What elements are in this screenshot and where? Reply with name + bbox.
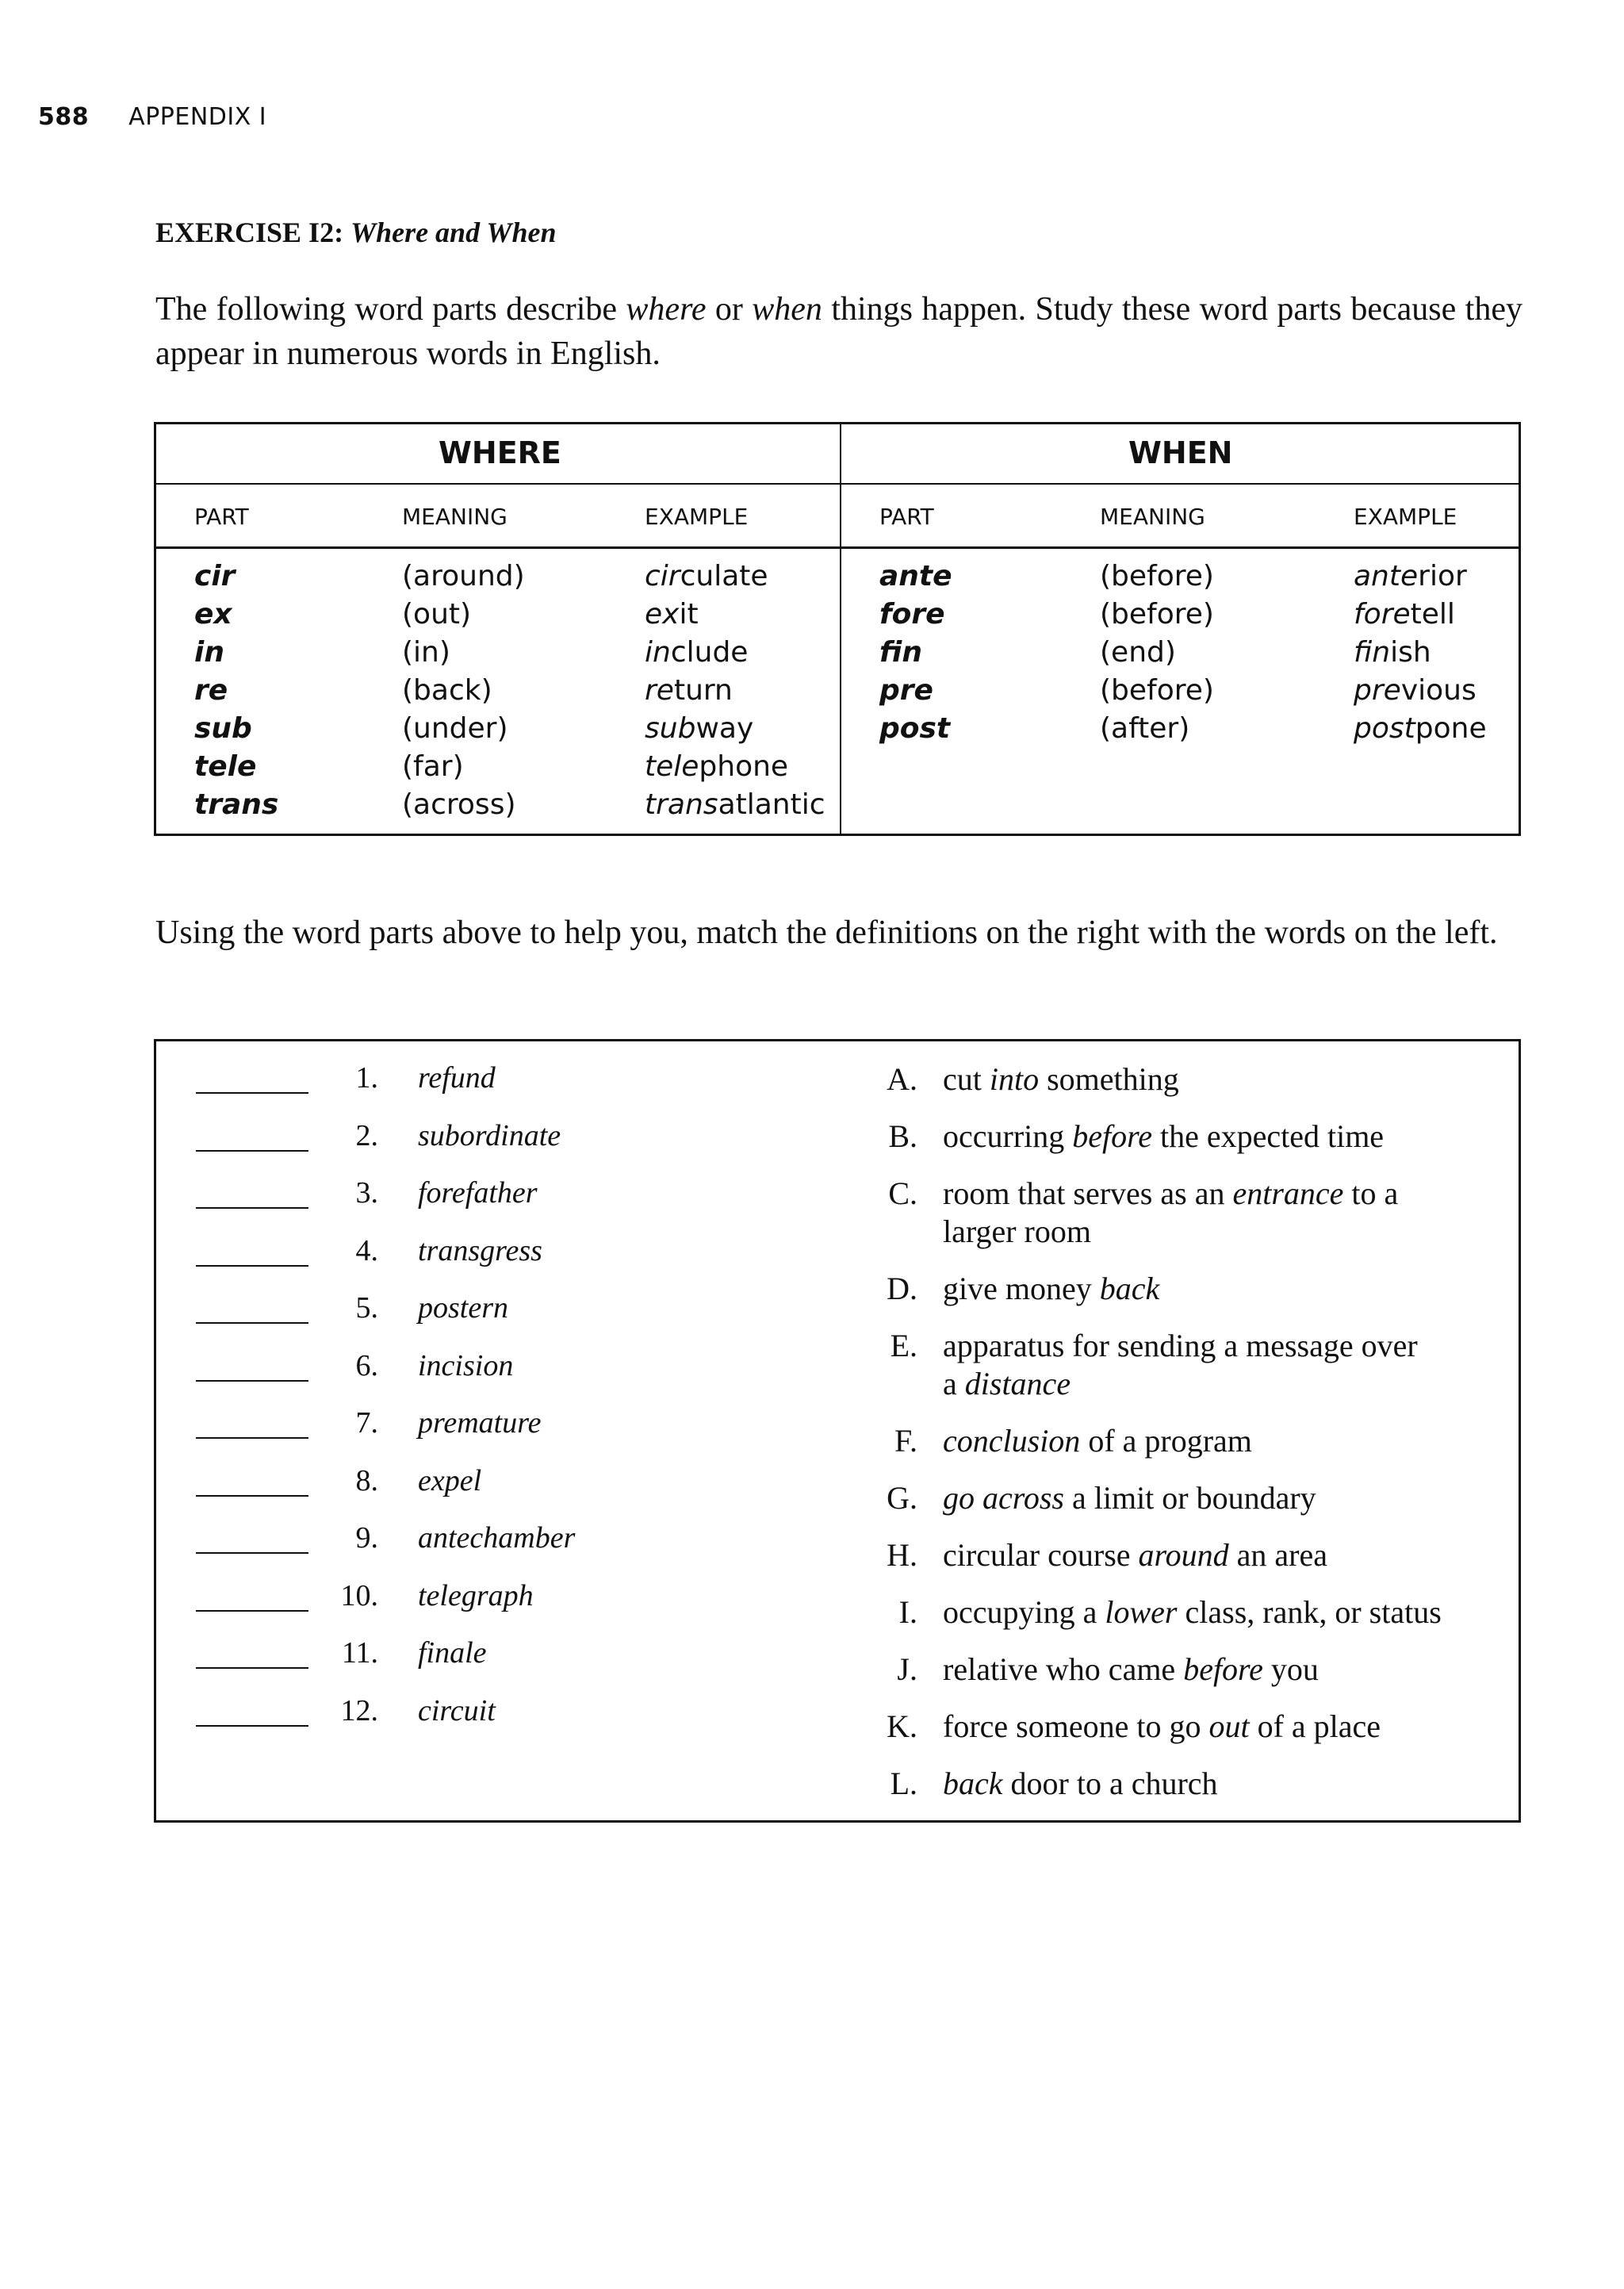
definition-letter: E. bbox=[890, 1328, 917, 1363]
where-meaning-cell: (across) bbox=[402, 788, 516, 821]
example-prefix: pre bbox=[1354, 674, 1401, 707]
definition-segment: cut bbox=[943, 1061, 990, 1097]
word-number: 10. bbox=[340, 1578, 378, 1612]
definition-segment: door to a church bbox=[1002, 1766, 1218, 1801]
definition-text bbox=[943, 1479, 1498, 1517]
definition-text bbox=[943, 1536, 1498, 1574]
definition-text bbox=[943, 1651, 1498, 1689]
example-prefix: cir bbox=[645, 560, 680, 592]
word-text: expel bbox=[418, 1463, 482, 1497]
example-prefix: in bbox=[645, 636, 671, 669]
word-number: 6. bbox=[355, 1348, 378, 1382]
definition-letter: C. bbox=[888, 1175, 917, 1211]
when-example-cell bbox=[1354, 672, 1487, 710]
when-meaning-cell: (before) bbox=[1100, 674, 1214, 707]
when-part-cell: pre bbox=[879, 674, 933, 707]
definition-item bbox=[870, 1536, 1504, 1574]
definition-letter: F. bbox=[894, 1423, 917, 1459]
definition-segment: of a place bbox=[1249, 1708, 1381, 1744]
word-item bbox=[156, 1118, 806, 1156]
definition-text bbox=[943, 1175, 1498, 1251]
answer-blank[interactable] bbox=[196, 1207, 308, 1209]
word-text: antechamber bbox=[418, 1521, 576, 1555]
when-part-header: PART bbox=[879, 504, 934, 530]
definition-text bbox=[943, 1060, 1498, 1098]
example-prefix: trans bbox=[645, 788, 718, 821]
word-item bbox=[156, 1233, 806, 1271]
definition-segment: room that serves as an bbox=[943, 1175, 1233, 1211]
definition-letter: L. bbox=[890, 1766, 917, 1801]
definition-text bbox=[943, 1270, 1498, 1308]
definition-segment: circular course bbox=[943, 1537, 1139, 1573]
definition-segment: a limit or boundary bbox=[1063, 1480, 1316, 1516]
word-item bbox=[156, 1463, 806, 1501]
definition-line bbox=[943, 1651, 1498, 1689]
definition-item bbox=[870, 1593, 1504, 1631]
word-text: telegraph bbox=[418, 1578, 534, 1612]
definition-item bbox=[870, 1327, 1504, 1401]
word-number: 8. bbox=[355, 1463, 378, 1497]
definition-text bbox=[943, 1327, 1498, 1403]
example-rest: pone bbox=[1415, 712, 1487, 745]
definition-segment: force someone to go bbox=[943, 1708, 1209, 1744]
where-part-cell: cir bbox=[194, 560, 236, 592]
example-rest: vious bbox=[1400, 674, 1477, 707]
definition-segment: back bbox=[943, 1766, 1003, 1801]
definition-text bbox=[943, 1708, 1498, 1746]
example-rest: it bbox=[679, 598, 699, 631]
where-part-column bbox=[194, 558, 278, 824]
definition-letter: H. bbox=[887, 1537, 917, 1573]
example-rest: rior bbox=[1418, 560, 1467, 592]
definition-segment: of a program bbox=[1080, 1423, 1252, 1459]
word-item bbox=[156, 1578, 806, 1616]
definition-segment: before bbox=[1072, 1118, 1152, 1154]
where-example-cell bbox=[645, 596, 825, 634]
example-prefix: tele bbox=[645, 750, 699, 783]
where-example-cell bbox=[645, 672, 825, 710]
where-meaning-header: MEANING bbox=[402, 504, 508, 530]
definition-letter: G. bbox=[887, 1480, 917, 1516]
definition-letter: K. bbox=[887, 1708, 917, 1744]
example-prefix: fin bbox=[1354, 636, 1391, 669]
definition-segment: apparatus for sending a message over bbox=[943, 1328, 1418, 1363]
intro-paragraph: The following word parts describe where or when things happen. Study these word parts because they appear in numerous words in English. bbox=[155, 291, 1522, 372]
when-meaning-column bbox=[1100, 558, 1214, 748]
where-meaning-cell: (far) bbox=[402, 750, 464, 783]
definition-line bbox=[943, 1118, 1498, 1156]
word-number: 5. bbox=[355, 1291, 378, 1325]
where-example-cell bbox=[645, 786, 825, 824]
definition-segment: out bbox=[1208, 1708, 1250, 1744]
word-text: postern bbox=[418, 1291, 508, 1325]
when-part-cell: post bbox=[879, 712, 951, 745]
word-item bbox=[156, 1060, 806, 1098]
where-part-cell: tele bbox=[194, 750, 257, 783]
definition-item bbox=[870, 1765, 1504, 1803]
answer-blank[interactable] bbox=[196, 1610, 308, 1612]
when-part-cell: fin bbox=[879, 636, 922, 669]
definition-segment: to a bbox=[1343, 1175, 1399, 1211]
where-heading: WHERE bbox=[439, 435, 561, 470]
example-rest: way bbox=[695, 712, 754, 745]
definition-item bbox=[870, 1708, 1504, 1746]
word-text: transgress bbox=[418, 1233, 542, 1267]
definition-segment: before bbox=[1183, 1651, 1263, 1687]
definition-item bbox=[870, 1651, 1504, 1689]
definition-text bbox=[943, 1422, 1498, 1460]
answer-blank[interactable] bbox=[196, 1150, 308, 1152]
when-part-column bbox=[879, 558, 952, 748]
definition-line bbox=[943, 1060, 1498, 1098]
definition-segment: class, rank, or status bbox=[1177, 1594, 1442, 1630]
word-item bbox=[156, 1635, 806, 1674]
definition-item bbox=[870, 1118, 1504, 1156]
where-example-cell bbox=[645, 634, 825, 672]
when-example-cell bbox=[1354, 634, 1487, 672]
definition-segment: around bbox=[1138, 1537, 1229, 1573]
definition-line bbox=[943, 1593, 1498, 1631]
answer-blank[interactable] bbox=[196, 1667, 308, 1669]
page-number: 588 bbox=[38, 103, 90, 131]
where-meaning-cell: (out) bbox=[402, 598, 472, 631]
word-text: forefather bbox=[418, 1176, 538, 1210]
definition-segment: back bbox=[1099, 1271, 1160, 1306]
exercise-title bbox=[155, 216, 556, 249]
definition-item bbox=[870, 1270, 1504, 1308]
example-rest: atlantic bbox=[718, 788, 825, 821]
definition-letter: B. bbox=[888, 1118, 917, 1154]
where-meaning-cell: (in) bbox=[402, 636, 450, 669]
definition-text bbox=[943, 1593, 1498, 1631]
word-item bbox=[156, 1348, 806, 1386]
definition-segment: conclusion bbox=[943, 1423, 1081, 1459]
answer-blank[interactable] bbox=[196, 1322, 308, 1324]
word-number: 4. bbox=[355, 1233, 378, 1267]
word-number: 3. bbox=[355, 1176, 378, 1210]
word-item bbox=[156, 1290, 806, 1329]
definition-segment: relative who came bbox=[943, 1651, 1184, 1687]
exercise-label: EXERCISE I2: bbox=[155, 217, 344, 248]
when-meaning-cell: (after) bbox=[1100, 712, 1190, 745]
word-item bbox=[156, 1693, 806, 1731]
when-example-cell bbox=[1354, 710, 1487, 748]
example-rest: phone bbox=[699, 750, 789, 783]
page-header bbox=[38, 103, 266, 131]
instruction-paragraph: Using the word parts above to help you, match the definitions on the right with the words on the left. bbox=[155, 914, 1498, 951]
example-prefix: ante bbox=[1354, 560, 1419, 592]
example-rest: tell bbox=[1410, 598, 1455, 631]
when-part-cell: fore bbox=[879, 598, 945, 631]
definition-text bbox=[943, 1118, 1498, 1156]
where-meaning-cell: (around) bbox=[402, 560, 525, 592]
table-divider bbox=[840, 424, 841, 834]
when-heading: WHEN bbox=[1128, 435, 1233, 470]
word-number: 2. bbox=[355, 1118, 378, 1152]
definition-segment: occurring bbox=[943, 1118, 1073, 1154]
answer-blank[interactable] bbox=[196, 1265, 308, 1267]
section-title: APPENDIX I bbox=[128, 103, 267, 131]
example-prefix: ex bbox=[645, 598, 680, 631]
definition-segment: lower bbox=[1105, 1594, 1178, 1630]
when-meaning-cell: (before) bbox=[1100, 598, 1214, 631]
example-prefix: sub bbox=[645, 712, 696, 745]
example-rest: turn bbox=[673, 674, 733, 707]
definition-segment: something bbox=[1039, 1061, 1179, 1097]
where-meaning-column bbox=[402, 558, 525, 824]
word-text: finale bbox=[418, 1636, 487, 1670]
word-text: circuit bbox=[418, 1693, 496, 1727]
definition-line bbox=[943, 1422, 1498, 1460]
example-prefix: re bbox=[645, 674, 674, 707]
definition-letter: A. bbox=[887, 1061, 917, 1097]
word-number: 1. bbox=[355, 1061, 378, 1095]
answer-blank[interactable] bbox=[196, 1437, 308, 1439]
definition-item bbox=[870, 1175, 1504, 1249]
definition-segment: occupying a bbox=[943, 1594, 1105, 1630]
example-prefix: fore bbox=[1354, 598, 1411, 631]
where-part-cell: trans bbox=[194, 788, 279, 821]
definition-line bbox=[943, 1175, 1498, 1213]
definition-segment: entrance bbox=[1232, 1175, 1344, 1211]
definition-item bbox=[870, 1060, 1504, 1098]
word-text: refund bbox=[418, 1061, 496, 1095]
definition-segment: into bbox=[989, 1061, 1040, 1097]
definition-line bbox=[943, 1479, 1498, 1517]
when-part-cell: ante bbox=[879, 560, 952, 592]
where-example-cell bbox=[645, 748, 825, 786]
definition-letter: D. bbox=[887, 1271, 917, 1306]
matching-box bbox=[154, 1039, 1521, 1823]
definition-segment: give money bbox=[943, 1271, 1100, 1306]
when-meaning-cell: (end) bbox=[1100, 636, 1176, 669]
where-part-cell: in bbox=[194, 636, 224, 669]
example-rest: culate bbox=[680, 560, 768, 592]
word-item bbox=[156, 1405, 806, 1444]
definition-line bbox=[943, 1536, 1498, 1574]
when-example-header: EXAMPLE bbox=[1354, 504, 1457, 530]
word-number: 12. bbox=[340, 1693, 378, 1727]
where-example-column bbox=[645, 558, 825, 824]
word-number: 7. bbox=[355, 1406, 378, 1440]
word-number: 11. bbox=[341, 1636, 378, 1670]
definition-line bbox=[943, 1765, 1498, 1803]
example-rest: clude bbox=[670, 636, 749, 669]
definition-segment: you bbox=[1262, 1651, 1319, 1687]
where-example-cell bbox=[645, 710, 825, 748]
definition-line bbox=[943, 1708, 1498, 1746]
word-text: incision bbox=[418, 1348, 514, 1382]
definition-segment: distance bbox=[964, 1366, 1071, 1401]
exercise-subtitle: Where and When bbox=[350, 217, 557, 248]
example-prefix: post bbox=[1354, 712, 1415, 745]
when-example-cell bbox=[1354, 558, 1487, 596]
where-part-header: PART bbox=[194, 504, 249, 530]
word-text: subordinate bbox=[418, 1118, 561, 1152]
word-item bbox=[156, 1520, 806, 1559]
definition-letter: J. bbox=[897, 1651, 917, 1687]
where-example-header: EXAMPLE bbox=[645, 504, 749, 530]
where-part-cell: sub bbox=[194, 712, 252, 745]
word-number: 9. bbox=[355, 1521, 378, 1555]
definition-line bbox=[943, 1327, 1498, 1365]
definition-segment: go across bbox=[943, 1480, 1064, 1516]
definition-letter: I. bbox=[898, 1594, 917, 1630]
where-example-cell bbox=[645, 558, 825, 596]
definition-text bbox=[943, 1765, 1498, 1803]
definition-line bbox=[943, 1213, 1498, 1251]
where-part-cell: ex bbox=[194, 598, 232, 631]
word-item bbox=[156, 1175, 806, 1214]
definition-segment: larger room bbox=[943, 1214, 1091, 1249]
definition-segment: an area bbox=[1228, 1537, 1327, 1573]
word-text: premature bbox=[418, 1406, 542, 1440]
when-example-column bbox=[1354, 558, 1487, 748]
definition-item bbox=[870, 1479, 1504, 1517]
where-part-cell: re bbox=[194, 674, 228, 707]
word-parts-table bbox=[154, 422, 1521, 836]
definition-item bbox=[870, 1422, 1504, 1460]
definition-line bbox=[943, 1270, 1498, 1308]
when-example-cell bbox=[1354, 596, 1487, 634]
when-meaning-header: MEANING bbox=[1100, 504, 1205, 530]
answer-blank[interactable] bbox=[196, 1725, 308, 1727]
answer-blank[interactable] bbox=[196, 1380, 308, 1382]
definition-segment: a bbox=[943, 1366, 965, 1401]
answer-blank[interactable] bbox=[196, 1552, 308, 1554]
where-meaning-cell: (under) bbox=[402, 712, 508, 745]
example-rest: ish bbox=[1390, 636, 1431, 669]
where-meaning-cell: (back) bbox=[402, 674, 492, 707]
when-meaning-cell: (before) bbox=[1100, 560, 1214, 592]
answer-blank[interactable] bbox=[196, 1495, 308, 1497]
definition-line bbox=[943, 1365, 1498, 1403]
definition-segment: the expected time bbox=[1151, 1118, 1385, 1154]
answer-blank[interactable] bbox=[196, 1092, 308, 1094]
